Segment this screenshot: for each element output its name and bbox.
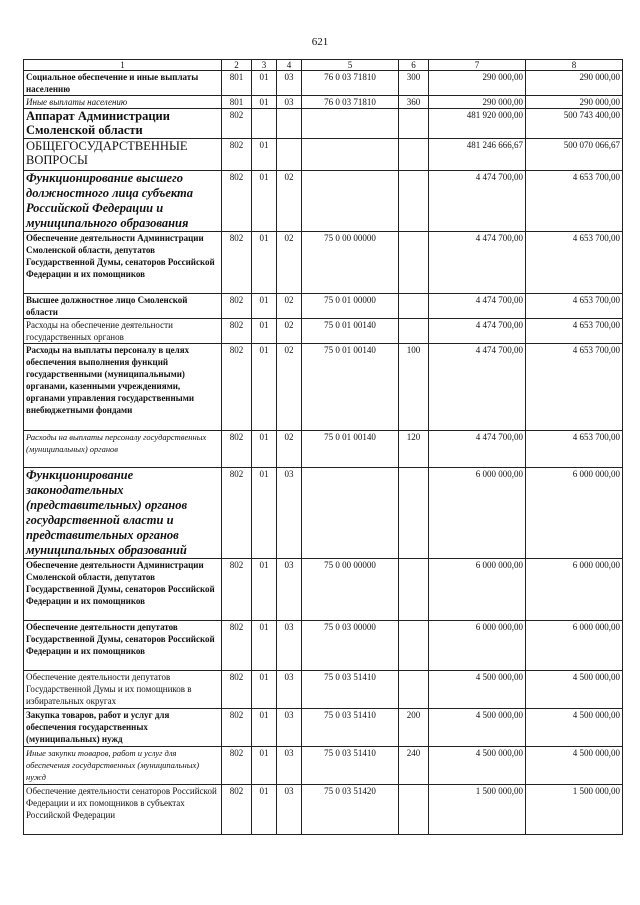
cell-csr: 75 0 03 51410	[302, 671, 399, 709]
cell-sum-1: 481 920 000,00	[429, 109, 526, 139]
cell-sum-2: 4 500 000,00	[526, 671, 623, 709]
cell-sum-2: 4 653 700,00	[526, 431, 623, 468]
cell-gr: 802	[222, 294, 252, 319]
cell-rz: 01	[252, 294, 277, 319]
cell-gr: 802	[222, 319, 252, 344]
cell-name: Расходы на обеспечение деятельности государственных органов	[24, 319, 222, 344]
cell-gr: 801	[222, 96, 252, 109]
table-row	[24, 139, 623, 171]
cell-vr	[399, 621, 429, 671]
column-header-5: 5	[302, 60, 399, 71]
cell-pr: 03	[277, 96, 302, 109]
cell-sum-2: 4 653 700,00	[526, 344, 623, 431]
cell-csr: 75 0 03 51420	[302, 785, 399, 835]
cell-sum-2: 4 653 700,00	[526, 319, 623, 344]
cell-rz: 01	[252, 709, 277, 747]
cell-gr: 802	[222, 621, 252, 671]
cell-csr: 75 0 03 51410	[302, 747, 399, 785]
cell-sum-1: 4 500 000,00	[429, 747, 526, 785]
cell-vr: 100	[399, 344, 429, 431]
table-header-row	[24, 60, 623, 71]
cell-rz: 01	[252, 431, 277, 468]
cell-sum-2: 1 500 000,00	[526, 785, 623, 835]
cell-vr	[399, 139, 429, 171]
cell-gr: 802	[222, 747, 252, 785]
cell-csr: 75 0 01 00140	[302, 431, 399, 468]
cell-pr	[277, 139, 302, 171]
cell-name: Аппарат Администрации Смоленской области	[24, 109, 222, 139]
cell-sum-1: 4 474 700,00	[429, 294, 526, 319]
cell-rz: 01	[252, 344, 277, 431]
cell-vr: 120	[399, 431, 429, 468]
cell-rz: 01	[252, 319, 277, 344]
cell-vr: 360	[399, 96, 429, 109]
cell-rz: 01	[252, 621, 277, 671]
cell-csr: 76 0 03 71810	[302, 96, 399, 109]
cell-name: Социальное обеспечение и иные выплаты населению	[24, 71, 222, 96]
cell-sum-2: 6 000 000,00	[526, 468, 623, 559]
cell-vr	[399, 232, 429, 294]
cell-sum-1: 1 500 000,00	[429, 785, 526, 835]
cell-pr: 03	[277, 621, 302, 671]
cell-sum-2: 4 653 700,00	[526, 171, 623, 232]
table-row	[24, 468, 623, 559]
cell-name: Обеспечение деятельности Администрации Смоленской области, депутатов Государственной Думы, сенаторов Российской Федерации и их помощников	[24, 232, 222, 294]
cell-sum-1: 4 474 700,00	[429, 344, 526, 431]
cell-sum-1: 290 000,00	[429, 96, 526, 109]
cell-pr: 03	[277, 671, 302, 709]
cell-sum-1: 481 246 666,67	[429, 139, 526, 171]
cell-sum-1: 4 474 700,00	[429, 232, 526, 294]
column-header-4: 4	[277, 60, 302, 71]
cell-pr: 03	[277, 559, 302, 621]
cell-sum-1: 6 000 000,00	[429, 559, 526, 621]
cell-pr	[277, 109, 302, 139]
cell-pr: 03	[277, 468, 302, 559]
cell-sum-2: 290 000,00	[526, 96, 623, 109]
cell-sum-2: 290 000,00	[526, 71, 623, 96]
cell-rz: 01	[252, 71, 277, 96]
page-number: 621	[311, 36, 329, 48]
cell-vr: 240	[399, 747, 429, 785]
cell-sum-1: 4 500 000,00	[429, 709, 526, 747]
cell-rz: 01	[252, 96, 277, 109]
cell-pr: 03	[277, 709, 302, 747]
cell-sum-1: 4 500 000,00	[429, 671, 526, 709]
cell-name: Обеспечение деятельности депутатов Государственной Думы, сенаторов Российской Федерации и их помощников	[24, 621, 222, 671]
cell-name: Иные выплаты населению	[24, 96, 222, 109]
cell-vr	[399, 319, 429, 344]
cell-pr: 02	[277, 232, 302, 294]
cell-rz: 01	[252, 559, 277, 621]
cell-pr: 02	[277, 294, 302, 319]
table-row	[24, 709, 623, 747]
cell-rz: 01	[252, 747, 277, 785]
cell-vr: 300	[399, 71, 429, 96]
cell-vr	[399, 785, 429, 835]
cell-sum-2: 4 500 000,00	[526, 709, 623, 747]
table-row	[24, 294, 623, 319]
cell-name: Функционирование законодательных (представительных) органов государственной власти и представительных органов муниципальных образований	[24, 468, 222, 559]
cell-rz: 01	[252, 139, 277, 171]
cell-csr: 75 0 00 00000	[302, 232, 399, 294]
cell-csr: 75 0 00 00000	[302, 559, 399, 621]
table-row	[24, 747, 623, 785]
cell-name: Закупка товаров, работ и услуг для обеспечения государственных (муниципальных) нужд	[24, 709, 222, 747]
cell-rz: 01	[252, 171, 277, 232]
cell-vr	[399, 468, 429, 559]
table-row	[24, 319, 623, 344]
cell-pr: 02	[277, 344, 302, 431]
table-row	[24, 71, 623, 96]
cell-name: Высшее должностное лицо Смоленской области	[24, 294, 222, 319]
cell-gr: 802	[222, 559, 252, 621]
table-row	[24, 109, 623, 139]
cell-name: Обеспечение деятельности Администрации Смоленской области, депутатов Государственной Думы, сенаторов Российской Федерации и их помощников	[24, 559, 222, 621]
cell-gr: 802	[222, 344, 252, 431]
cell-gr: 802	[222, 709, 252, 747]
column-header-6: 6	[399, 60, 429, 71]
cell-name: Иные закупки товаров, работ и услуг для обеспечения государственных (муниципальных) нужд	[24, 747, 222, 785]
cell-csr: 75 0 03 00000	[302, 621, 399, 671]
cell-sum-2: 500 743 400,00	[526, 109, 623, 139]
cell-csr	[302, 139, 399, 171]
table-row	[24, 785, 623, 835]
cell-sum-1: 290 000,00	[429, 71, 526, 96]
cell-gr: 802	[222, 785, 252, 835]
cell-csr: 76 0 03 71810	[302, 71, 399, 96]
cell-sum-1: 4 474 700,00	[429, 431, 526, 468]
table-row	[24, 431, 623, 468]
cell-rz: 01	[252, 232, 277, 294]
cell-name: Функционирование высшего должностного лица субъекта Российской Федерации и муниципального образования	[24, 171, 222, 232]
cell-pr: 03	[277, 747, 302, 785]
cell-rz	[252, 109, 277, 139]
table-row	[24, 232, 623, 294]
cell-sum-2: 6 000 000,00	[526, 621, 623, 671]
cell-name: Расходы на выплаты персоналу государственных (муниципальных) органов	[24, 431, 222, 468]
table-row	[24, 621, 623, 671]
cell-pr: 03	[277, 71, 302, 96]
cell-gr: 802	[222, 468, 252, 559]
cell-sum-1: 4 474 700,00	[429, 171, 526, 232]
budget-table	[23, 59, 623, 835]
table-row	[24, 96, 623, 109]
cell-sum-1: 6 000 000,00	[429, 621, 526, 671]
cell-sum-1: 6 000 000,00	[429, 468, 526, 559]
cell-csr	[302, 109, 399, 139]
column-header-3: 3	[252, 60, 277, 71]
cell-csr	[302, 171, 399, 232]
cell-vr	[399, 294, 429, 319]
column-header-7: 7	[429, 60, 526, 71]
cell-gr: 801	[222, 71, 252, 96]
cell-name: Расходы на выплаты персоналу в целях обеспечения выполнения функций государственными (муниципальными) органами, казенными учреждениями, органами управления государственными внебюджетными фондами	[24, 344, 222, 431]
cell-gr: 802	[222, 232, 252, 294]
cell-vr	[399, 559, 429, 621]
cell-pr: 03	[277, 785, 302, 835]
cell-csr: 75 0 01 00000	[302, 294, 399, 319]
cell-gr: 802	[222, 431, 252, 468]
cell-rz: 01	[252, 468, 277, 559]
cell-sum-2: 4 653 700,00	[526, 232, 623, 294]
cell-csr: 75 0 01 00140	[302, 344, 399, 431]
column-header-2: 2	[222, 60, 252, 71]
cell-name: ОБЩЕГОСУДАРСТВЕННЫЕ ВОПРОСЫ	[24, 139, 222, 171]
cell-vr	[399, 671, 429, 709]
cell-gr: 802	[222, 671, 252, 709]
table-row	[24, 559, 623, 621]
cell-sum-2: 4 653 700,00	[526, 294, 623, 319]
cell-rz: 01	[252, 785, 277, 835]
cell-rz: 01	[252, 671, 277, 709]
cell-pr: 02	[277, 319, 302, 344]
table-row	[24, 671, 623, 709]
table-row	[24, 171, 623, 232]
cell-gr: 802	[222, 109, 252, 139]
cell-sum-2: 500 070 066,67	[526, 139, 623, 171]
cell-csr	[302, 468, 399, 559]
cell-csr: 75 0 03 51410	[302, 709, 399, 747]
cell-name: Обеспечение деятельности депутатов Государственной Думы и их помощников в избирательных округах	[24, 671, 222, 709]
column-header-1: 1	[24, 60, 222, 71]
cell-gr: 802	[222, 139, 252, 171]
table-row	[24, 344, 623, 431]
cell-sum-2: 6 000 000,00	[526, 559, 623, 621]
cell-csr: 75 0 01 00140	[302, 319, 399, 344]
cell-gr: 802	[222, 171, 252, 232]
cell-vr	[399, 109, 429, 139]
cell-sum-2: 4 500 000,00	[526, 747, 623, 785]
cell-vr: 200	[399, 709, 429, 747]
cell-pr: 02	[277, 171, 302, 232]
cell-vr	[399, 171, 429, 232]
cell-pr: 02	[277, 431, 302, 468]
cell-sum-1: 4 474 700,00	[429, 319, 526, 344]
column-header-8: 8	[526, 60, 623, 71]
cell-name: Обеспечение деятельности сенаторов Российской Федерации и их помощников в субъектах Российской Федерации	[24, 785, 222, 835]
